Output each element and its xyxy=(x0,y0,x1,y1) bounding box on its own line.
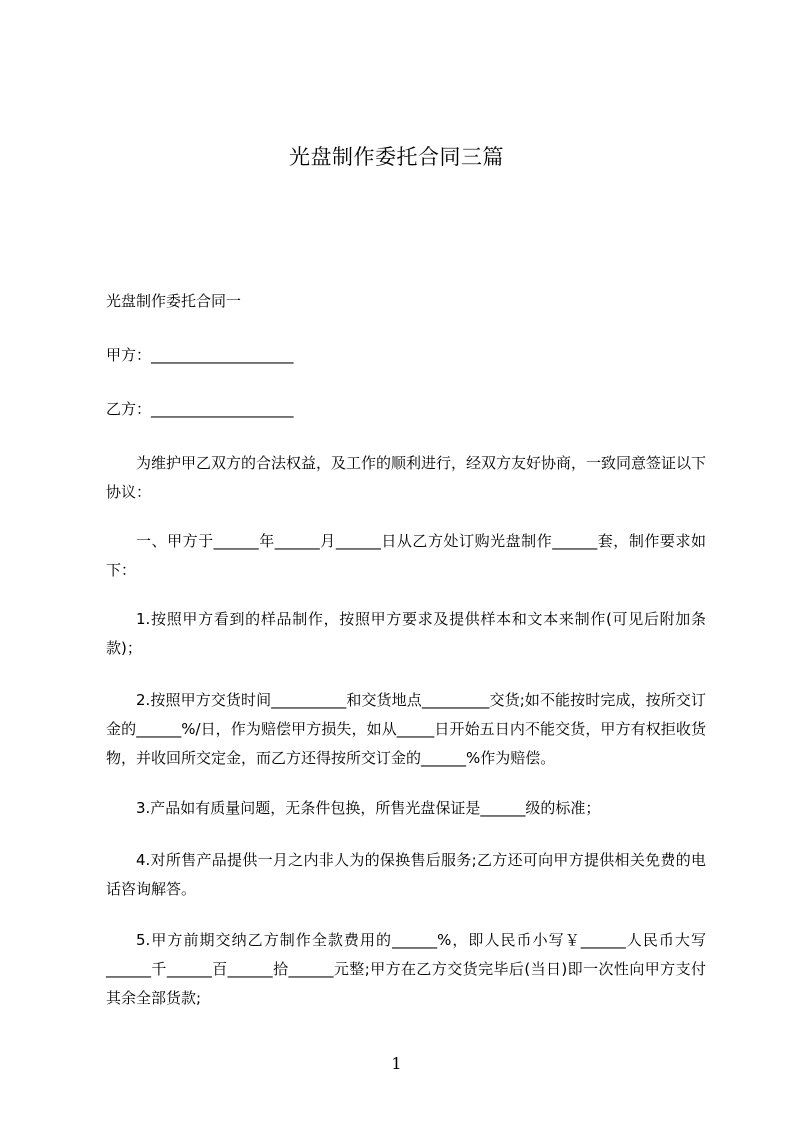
paragraph-clause-4: 4.对所售产品提供一月之内非人为的保换售后服务;乙方还可向甲方提供相关免费的电话咨询解答。 xyxy=(106,851,706,898)
page-number: 1 xyxy=(391,1054,402,1073)
paragraph-clause-1: 1.按照甲方看到的样品制作，按照甲方要求及提供样本和文本来制作(可见后附加条款)； xyxy=(106,610,706,657)
party-a-line: 甲方：___________________ xyxy=(106,346,294,364)
document-title: 光盘制作委托合同三篇 xyxy=(289,145,504,169)
paragraph-clause-5: 5.甲方前期交纳乙方制作全款费用的______%，即人民币小写￥______人民币大写______千______百______拾______元整;甲方在乙方交货完毕后(当日)即一次性向甲方支付其余全部货款; xyxy=(106,931,706,1007)
paragraph-clause-2: 2.按照甲方交货时间__________和交货地点_________交货;如不能按时完成，按所交订金的______%/日，作为赔偿甲方损失，如从_____日开始五日内不能交货，甲方有权拒收货物，并收回所交定金，而乙方还得按所交订金的______%作为赔偿。 xyxy=(106,691,706,767)
section-heading: 光盘制作委托合同一 xyxy=(106,292,242,310)
party-b-line: 乙方：___________________ xyxy=(106,400,294,418)
paragraph-intro: 为维护甲乙双方的合法权益，及工作的顺利进行，经双方友好协商，一致同意签证以下协议： xyxy=(106,454,707,501)
paragraph-order: 一、甲方于______年______月______日从乙方处订购光盘制作______套，制作要求如下： xyxy=(106,532,706,579)
paragraph-clause-3: 3.产品如有质量问题，无条件包换，所售光盘保证是______级的标准； xyxy=(136,799,601,817)
